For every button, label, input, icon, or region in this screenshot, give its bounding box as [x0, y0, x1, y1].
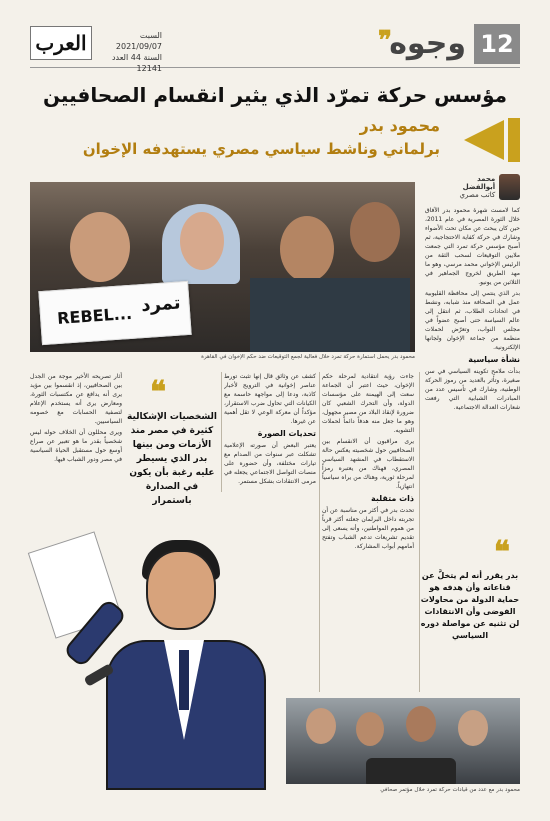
subheading: تحديات الصورة	[257, 429, 316, 438]
headline: مؤسس حركة تمرّد الذي يثير انقسام الصحافيين	[42, 83, 508, 107]
accent-bar	[508, 118, 520, 162]
column-divider	[319, 372, 320, 692]
head	[146, 550, 216, 630]
newspaper-logo: العرب	[30, 26, 92, 60]
paragraph: يرى مراقبون أن الانقسام بين الصحافيين حول شخصيته يعكس حالة الاستقطاب في المشهد السياسي المصري، فهناك من يعتبره رمزاً لمرحلة ثورية، وهناك من يراه سياسياً انتهازياً.	[322, 438, 414, 490]
page-number: 12	[474, 24, 520, 64]
person	[350, 202, 400, 262]
subheading: ذات متقلبة	[370, 494, 414, 503]
author-role: كاتب مصري	[459, 191, 496, 199]
top-photo	[30, 182, 415, 352]
person	[458, 710, 488, 746]
sign-arabic: تمرد	[140, 292, 182, 317]
microphones	[366, 758, 456, 784]
photo-caption: محمود بدر يحمل استمارة حركة تمرد خلال فعالية لجمع التوقيعات ضد حكم الإخوان في القاهرة	[201, 354, 415, 360]
person	[70, 212, 130, 282]
paragraph: أثار تصريحه الأخير موجة من الجدل بين الصحافيين، إذ انقسموا بين مؤيد يرى أنه يدافع عن مكتسبات الثورة، ومعارض يرى أنه يستخدم الإعلام لتصفية الحسابات مع خصومه السياسيين.	[30, 373, 122, 425]
subject-name: محمود بدر	[359, 116, 440, 135]
paragraph: ويرى محللون أن الخلاف حوله ليس شخصياً بقدر ما هو تعبير عن صراع أوسع حول مستقبل الحياة السياسية في مصر ودور الشباب فيها.	[30, 429, 122, 463]
quote-mark-icon: ❝	[493, 535, 510, 570]
column-divider	[419, 372, 420, 692]
photo-caption: محمود بدر مع عدد من قيادات حركة تمرد خلال مؤتمر صحافي	[380, 787, 520, 793]
column-mid-right	[322, 372, 414, 694]
paragraph: بدأت ملامح تكوينه السياسي في سن صغيرة، وتأثر بالعديد من رموز الحركة الوطنية، وشارك في تأسيس عدد من المبادرات الشبابية التي رفعت شعارات العدالة الاجتماعية.	[425, 368, 520, 411]
paragraph: كما لامست شهرة محمود بدر الآفاق خلال الثورة المصرية في عام 2011، حين كان يبحث عن مكان تحت الأضواء وشارك في حركة كفاية الاحتجاجية، ثم أصبح مؤسس حركة تمرد التي جمعت ملايين التوقيعات لسحب الثقة من الرئيس الإخواني محمد مرسي، وهو ما مهد الطريق لخروج الجماهير في الثلاثين من يونيو.	[425, 207, 520, 286]
rebel-sign	[38, 281, 191, 345]
masthead	[30, 24, 520, 73]
paragraph: يعتبر البعض أن صورته الإعلامية تشكلت عبر سنوات من الصدام مع تيارات مختلفة، وأن حضوره على منصات التواصل الاجتماعي يجعله في مرمى الانتقادات بشكل مستمر.	[224, 442, 316, 485]
date-line: السبت 2021/09/07	[115, 31, 162, 51]
paragraph: جاءت رؤية انتقادية لمرحلة حكم الإخوان، حيث اعتبر أن الجماعة سعت إلى الهيمنة على مؤسسات الدولة، وأن التحرك الشعبي كان ضرورة لإنقاذ البلاد من مصير مجهول، وهو ما جعل منه هدفاً دائماً لحملات التشويه.	[322, 373, 414, 434]
author-name: محمد أبوالفضل	[462, 175, 496, 191]
column-divider	[221, 372, 222, 492]
clothing	[250, 278, 410, 352]
quote-mark-icon: ❞	[378, 26, 392, 56]
caricature	[36, 500, 276, 790]
person	[180, 212, 224, 270]
pull-quote: الشخصيات الإشكالية كثيرة في مصر منذ الأزمات ومن بينها بدر الذي يسيطر عليه رغبة بأن يكون في الصدارة باستمرار	[127, 412, 217, 506]
tie	[179, 650, 189, 710]
person	[406, 706, 436, 742]
quote-mark-icon: ❝	[150, 375, 167, 410]
paragraph: تحدث بدر في أكثر من مناسبة عن أن تجربته داخل البرلمان جعلته أكثر قرباً من هموم المواطنين، وأنه يسعى إلى تقديم تشريعات تدعم الشباب وتفتح أمامهم أبواب المشاركة.	[322, 507, 414, 550]
column-far-left	[30, 372, 122, 492]
author-box	[445, 172, 520, 202]
paragraph: كشف عن وثائق قال إنها تثبت تورط عناصر إخوانية في الترويج لأخبار كاذبة، ودعا إلى مواجهة حاسمة مع الكيانات التي تحاول ضرب الاستقرار، مؤكداً أن معركة الوعي لا تقل أهمية عن غيرها.	[224, 373, 316, 425]
pull-quote: بدر يقرر أنه لم يتخلَّ عن قناعاته وأن هدفه هو حماية الدولة من محاولات الفوضى وأن الانتقادات لن تثنيه عن مواصلة دوره السياسي	[420, 571, 520, 640]
issue-line: السنة 44 العدد 12141	[111, 53, 162, 73]
paragraph: بدر الذي ينتمي إلى محافظة القليوبية عمل في الصحافة منذ شبابه، ونشط في اتحادات الطلاب، ثم انتقل إلى عالم السياسة حتى أصبح عضواً في مجلس النواب، وتعرّض لحملات منظمة من جماعة الإخوان ولجانها الإلكترونية.	[425, 290, 520, 351]
date-block	[100, 30, 162, 74]
person	[280, 216, 334, 282]
subheading: نشأة سياسية	[468, 355, 520, 364]
arrow-icon	[464, 120, 504, 160]
subtitle: برلماني وناشط سياسي مصري يستهدفه الإخوان	[82, 140, 440, 158]
person	[356, 712, 384, 746]
sign-text: REBEL...	[56, 303, 133, 329]
person	[306, 708, 336, 744]
author-avatar	[499, 174, 520, 200]
section-title: وجوه	[389, 26, 466, 61]
bottom-photo	[286, 698, 520, 784]
